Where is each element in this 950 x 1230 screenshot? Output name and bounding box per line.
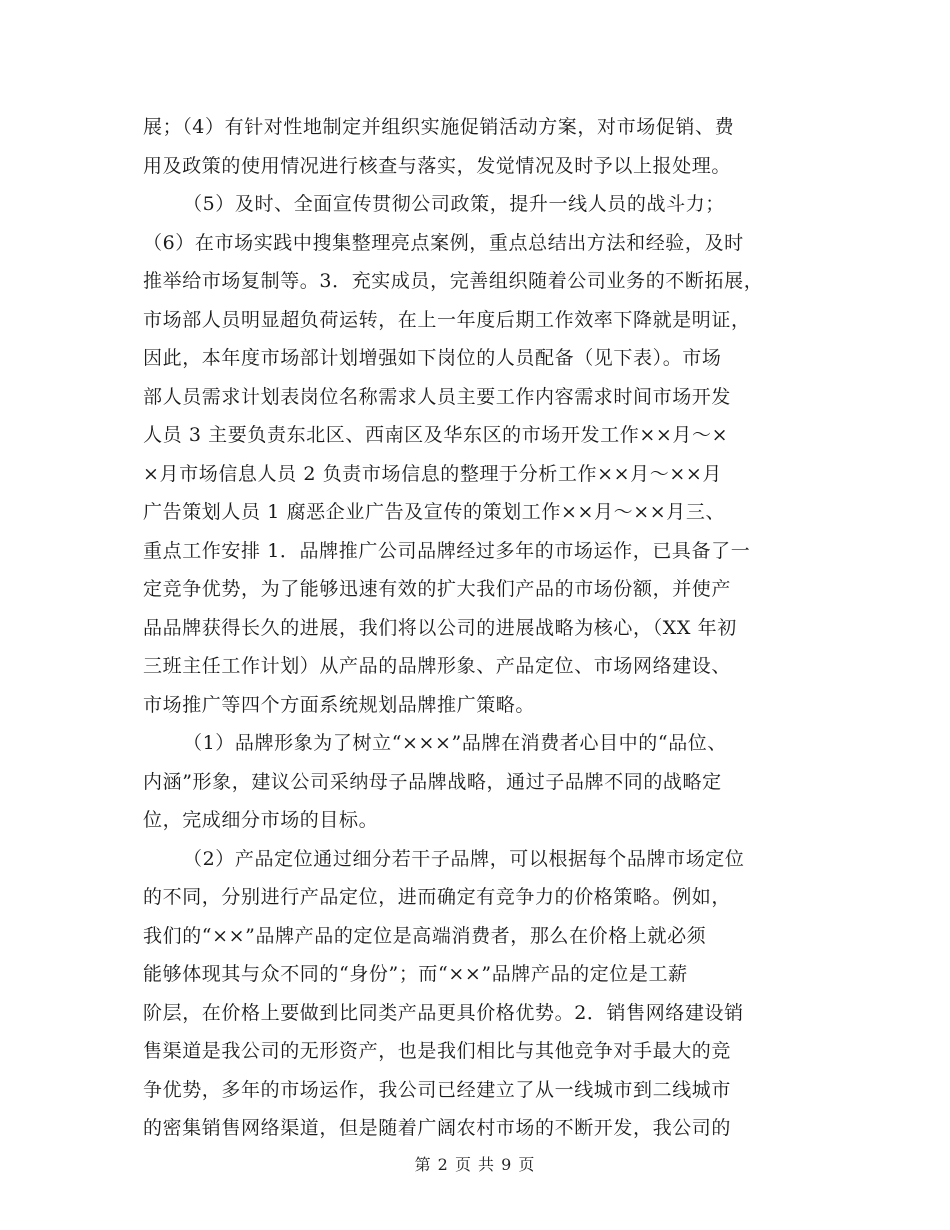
text-line: 展；（4）有针对性地制定并组织实施促销活动方案，对市场促销、费 — [143, 116, 735, 138]
text-line: 推举给市场复制等。3．充实成员，完善组织随着公司业务的不断拓展， — [143, 270, 764, 292]
text-line: 我们的“××”品牌产品的定位是高端消费者，那么在价格上就必须 — [143, 924, 707, 947]
page-number-footer: 第 2 页 共 9 页 — [414, 1155, 536, 1174]
text-line: 的密集销售网络渠道，但是随着广阔农村市场的不断开发，我公司的 — [143, 1117, 732, 1139]
text-line: 市场推广等四个方面系统规划品牌推广策略。 — [143, 693, 536, 716]
text-line: （5）及时、全面宣传贯彻公司政策，提升一线人员的战斗力； — [183, 193, 725, 215]
text-line: 部人员需求计划表岗位名称需求人员主要工作内容需求时间市场开发 — [143, 385, 732, 408]
text-line: ×月市场信息人员 2 负责市场信息的整理于分析工作××月～××月 — [143, 462, 722, 485]
text-line: 品品牌获得长久的进展，我们将以公司的进展战略为核心，（XX 年初 — [143, 616, 737, 639]
body-text — [143, 108, 815, 1148]
text-line: （1）品牌形象为了树立“×××”品牌在消费者心目中的“品位、 — [183, 732, 727, 754]
text-line: （2）产品定位通过细分若干子品牌，可以根据每个品牌市场定位 — [183, 847, 745, 870]
text-line: 重点工作安排 1．品牌推广公司品牌经过多年的市场运作，已具备了一 — [143, 539, 751, 562]
text-line: 市场部人员明显超负荷运转，在上一年度后期工作效率下降就是明证， — [143, 308, 751, 331]
text-line: 人员 3 主要负责东北区、西南区及华东区的市场开发工作××月～× — [143, 424, 729, 446]
text-line: 位，完成细分市场的目标。 — [143, 809, 379, 831]
text-line: 定竞争优势，为了能够迅速有效的扩大我们产品的市场份额，并使产 — [143, 578, 732, 600]
text-line: 三班主任工作计划）从产品的品牌形象、产品定位、市场网络建设、 — [143, 655, 732, 677]
text-line: 广告策划人员 1 腐恶企业广告及宣传的策划工作××月～××月三、 — [143, 501, 726, 523]
text-line: 内涵”形象，建议公司采纳母子品牌战略，通过子品牌不同的战略定 — [143, 770, 722, 793]
text-line: 能够体现其与众不同的“身份”；而“××”品牌产品的定位是工薪 — [143, 963, 688, 985]
text-line: （6）在市场实践中搜集整理亮点案例，重点总结出方法和经验，及时 — [143, 231, 744, 254]
text-line: 争优势，多年的市场运作，我公司已经建立了从一线城市到二线城市 — [143, 1078, 732, 1101]
text-line: 因此，本年度市场部计划增强如下岗位的人员配备（见下表）。市场 — [143, 347, 722, 369]
text-line: 售渠道是我公司的无形资产，也是我们相比与其他竞争对手最大的竞 — [143, 1040, 732, 1062]
text-line: 用及政策的使用情况进行核查与落实，发觉情况及时予以上报处理。 — [143, 154, 732, 177]
text-line: 阶层，在价格上要做到比同类产品更具价格优势。2．销售网络建设销 — [143, 1001, 744, 1024]
text-line: 的不同，分别进行产品定位，进而确定有竞争力的价格策略。例如， — [143, 886, 732, 908]
